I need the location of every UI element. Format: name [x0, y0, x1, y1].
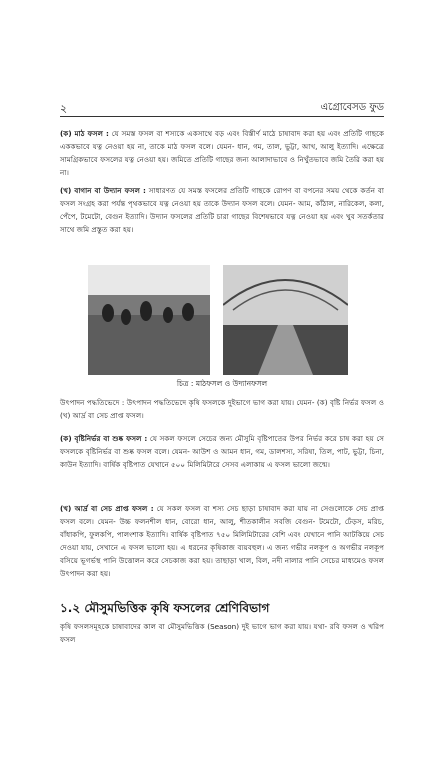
paragraph-text: কৃষি ফসলসমূহকে চাষাবাদের কাল বা মৌসুমভিত্তিক (Season) দুই ভাগে ভাগ করা যায়। যথা- রবি ফসল ও খরিপ ফসল	[60, 622, 384, 644]
running-head: এগ্রোবেসড ফুড	[320, 102, 384, 113]
paragraph-production-method	[60, 396, 384, 422]
greenhouse-photo	[223, 265, 348, 375]
paragraph-text: সাধারণত যে সমস্ত ফসলের প্রতিটি গাছকে রোপণ বা বপনের সময় থেকে কর্তন বা ফসল সংগ্রহ করা পর্যন্ত পৃথকভাবে যত্ন নেওয়া হয় তাকে উদ্যান ফসল বলে। যেমন- আম, কাঁঠাল, নারিকেল, কলা, পেঁপে, টমেটো, বেগুন ইত্যাদি। উদ্যান ফসলের প্রতিটি চারা গাছের বিশেষভাবে যত্ন নেওয়া হয় এবং খুব সতর্কতার সাথে জমি প্রস্তুত করা হয়।	[60, 186, 385, 234]
paragraph-field-crop	[60, 127, 384, 179]
header-rule	[60, 116, 384, 117]
paragraph-text: যে সমস্ত ফসল বা শস্যকে একসাথে বড় এবং বিস্তীর্ণ মাঠে চাষাবাদ করা হয় এবং প্রতিটি গাছকে এককভাবে যত্ন নেওয়া হয় না, তাকে মাঠ ফসল বলে। যেমন- ধান, গম, তাল, ভুট্টা, আখ, আলু ইত্যাদি। এক্ষেত্রে সামগ্রিকভাবে ফসলের যত্ন নেওয়া হয়। জমিতে প্রতিটি গাছের জন্য আলাদাভাবে ও নিখুঁতভাবে জমি তৈরি করা হয় না।	[60, 129, 384, 177]
paragraph-lead: (ক) বৃষ্টিনির্ভর বা শুষ্ক ফসল :	[60, 434, 148, 443]
paragraph-lead: (ক) মাঠ ফসল :	[60, 129, 109, 138]
paragraph-irrigated-crop	[60, 502, 384, 580]
paragraph-text: উৎপাদন পদ্ধতিভেদে : উৎপাদন পদ্ধতিভেদে কৃষি ফসলকে দুইভাগে ভাগ করা যায়। যেমন- (ক) বৃষ্টি নির্ভর ফসল ও (খ) আর্দ্র বা সেচ প্রাপ্ত ফসল।	[60, 398, 384, 420]
paragraph-seasonal	[60, 620, 384, 646]
figure-caption: চিত্র : মাঠফসল ও উদ্যানফসল	[176, 379, 268, 388]
paragraph-text: যে সকল ফসল বা শস্য সেচ ছাড়া চাষাবাদ করা যায় না সেগুলোকে সেচ প্রাপ্ত ফসল বলে। যেমন- উচ্চ ফলনশীল ধান, বোরো ধান, আলু, শীতকালীন সবজি বেগুন- টমেটো, ঢেঁড়স, মরিচ, বাঁধাকপি, ফুলকপি, পালংশাক ইত্যাদি। বার্ষিক বৃষ্টিপাত ৭৫০ মিলিমিটারের বেশি এবং যেখানে পানি আটকিয়ে সেচ দেওয়া যায়, সেখানে এ ফসল ভালো হয়। এ ধরনের কৃষিকাজ ব্যয়বহুল। এ জন্য গভীর নলকূপ ও অগভীর নলকূপ বসিয়ে ভূগর্ভস্থ পানি উত্তোলন করে সেচকাজ করা হয়। তাছাড়া খাল, বিল, নদী নালার পানি সেচের মাধ্যমেও ফসল উৎপাদন করা হয়।	[60, 504, 384, 578]
section-heading: ১.২ মৌসুমভিত্তিক কৃষি ফসলের শ্রেণিবিভাগ	[60, 601, 270, 615]
paragraph-text: যে সকল ফসলে সেচের জন্য মৌসুমি বৃষ্টিপাতের উপর নির্ভর করে চাষ করা হয় সে ফসলকে বৃষ্টিনির্ভর বা শুষ্ক ফসল বলে। যেমন- আউশ ও আমন ধান, গম, ডালশস্য, সরিষা, তিল, পাট, ভুট্টা, চিনা, কাউন ইত্যাদি। বার্ষিক বৃষ্টিপাত যেখানে ৫০০ মিলিমিটারে সেসব এলাকায় এ ফসল ভালো জন্মে।	[60, 434, 384, 469]
page-number: ২	[60, 102, 68, 115]
paragraph-lead: (খ) আর্দ্র বা সেচ প্রাপ্ত ফসল :	[60, 504, 154, 513]
field-crop-photo	[88, 265, 210, 375]
paragraph-lead: (খ) বাগান বা উদ্যান ফসল :	[60, 186, 146, 195]
paragraph-rainfed-crop	[60, 432, 384, 471]
paragraph-garden-crop	[60, 184, 384, 236]
